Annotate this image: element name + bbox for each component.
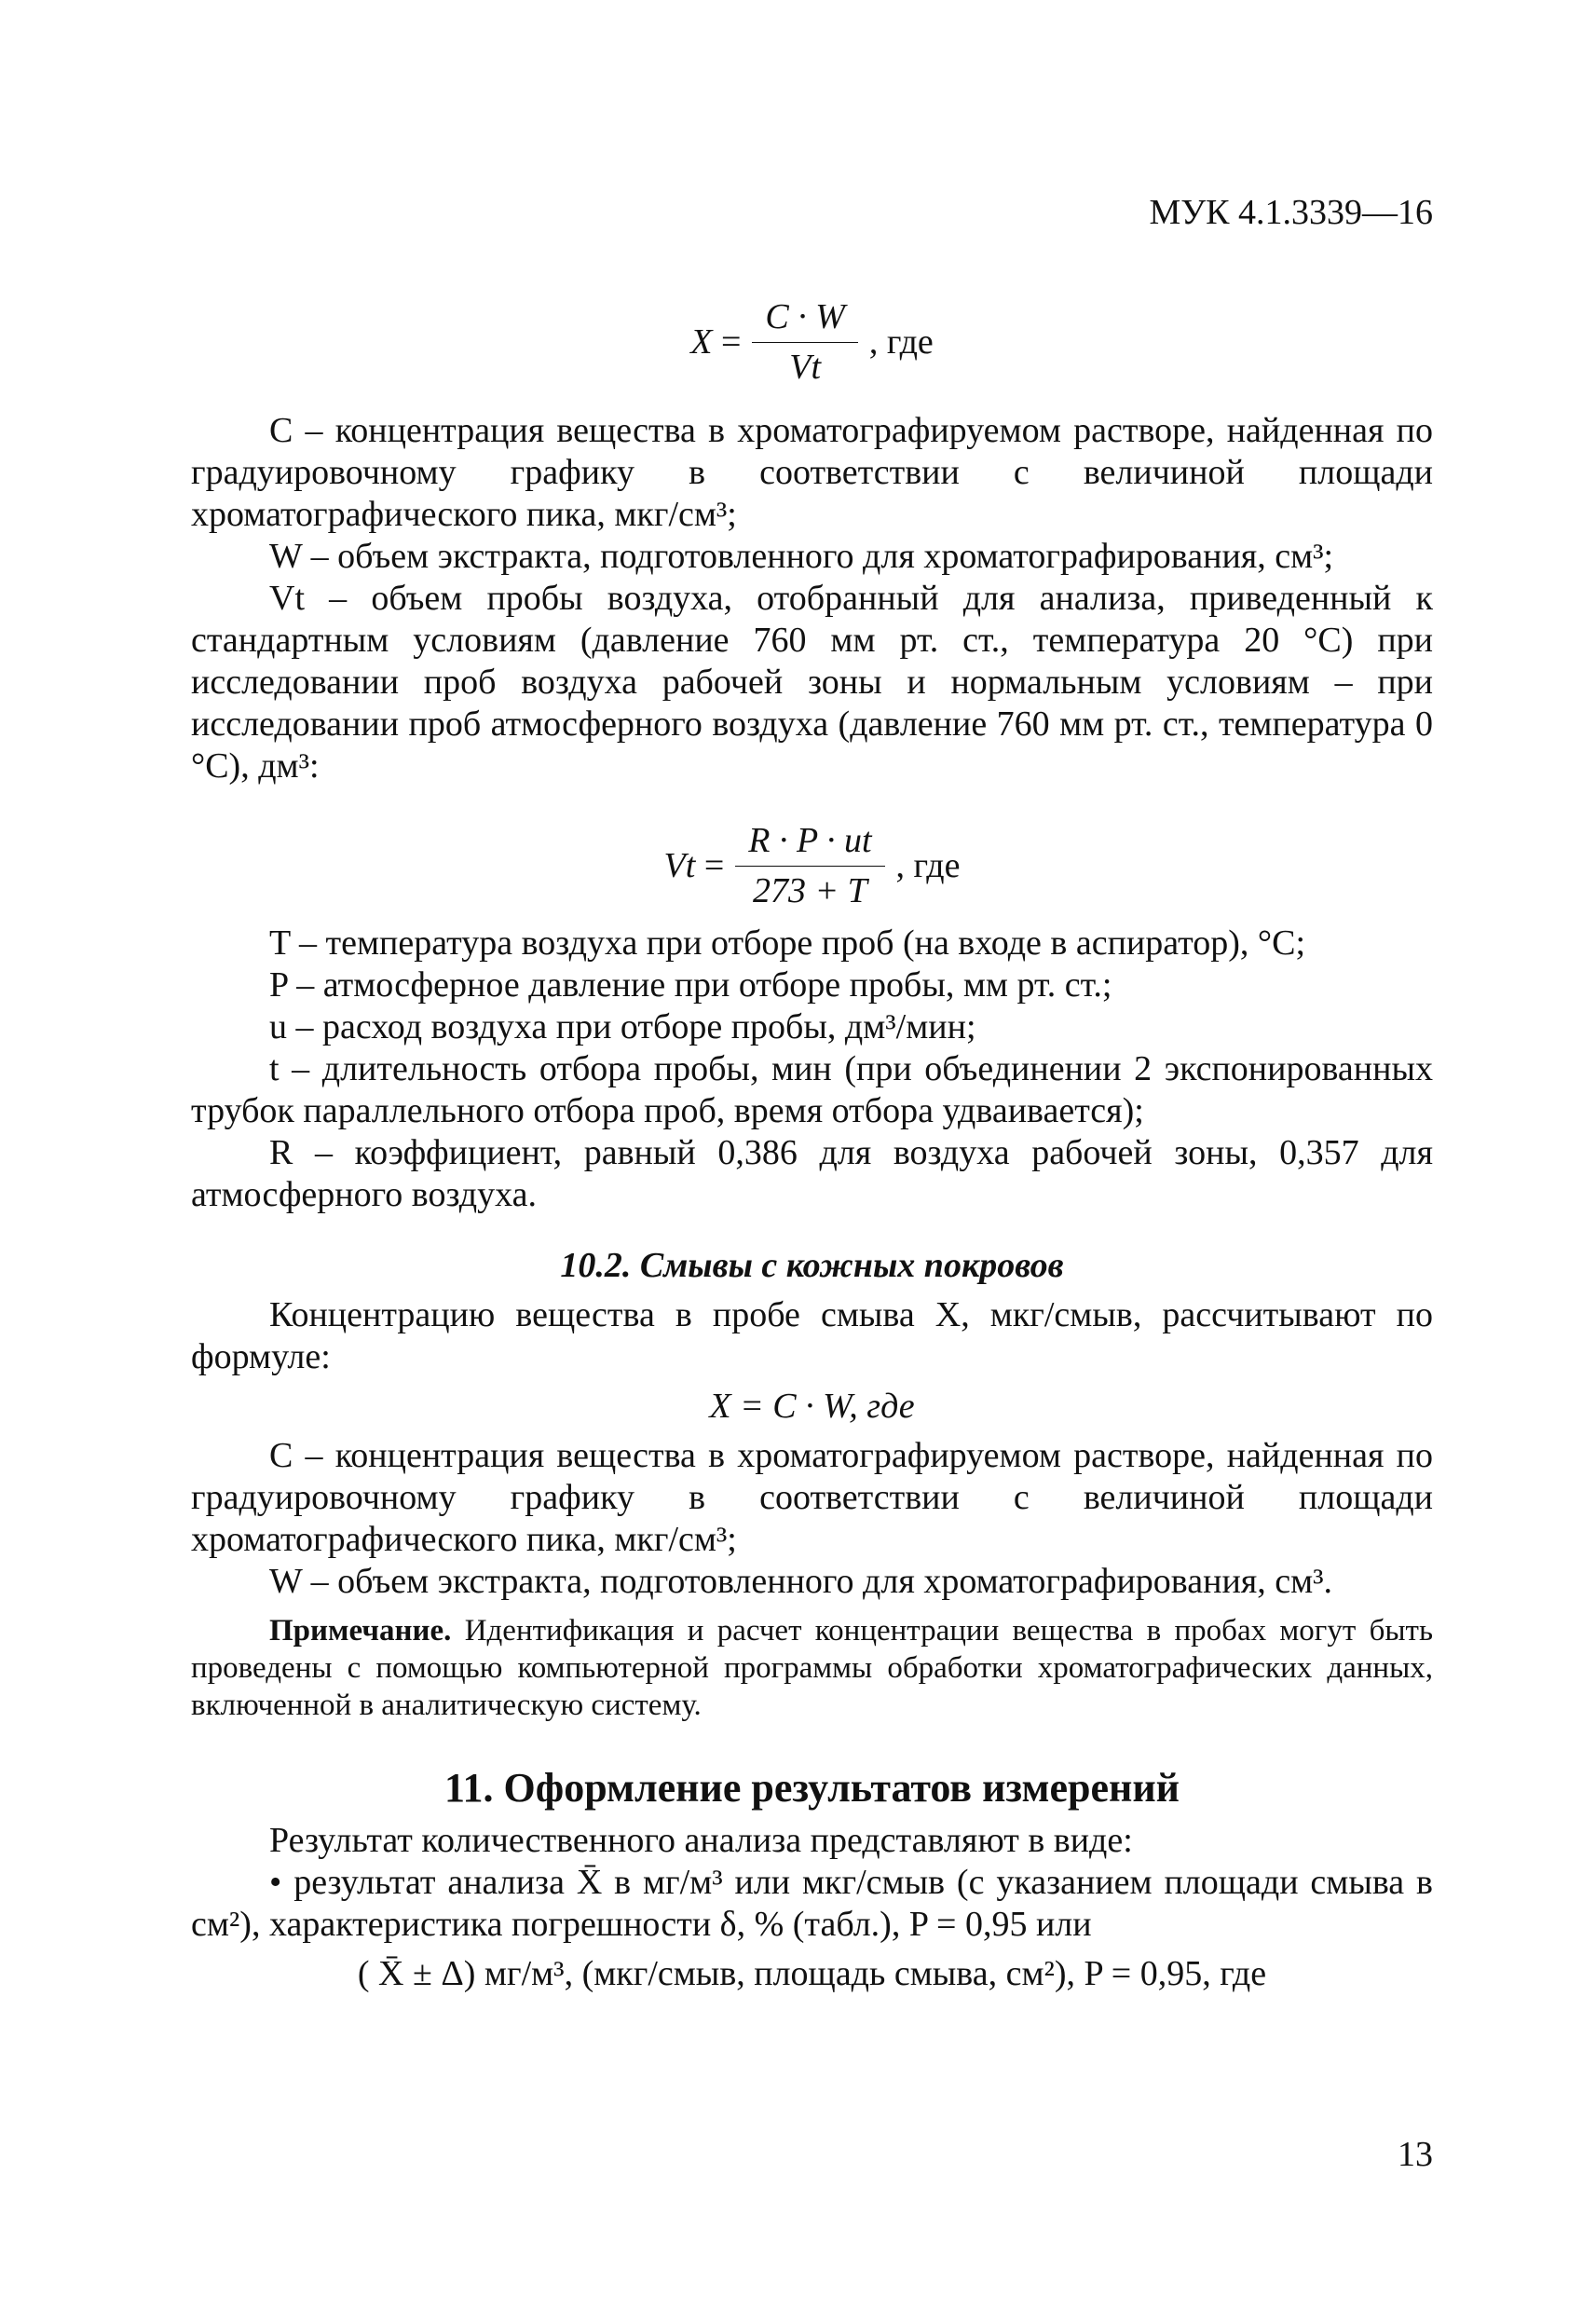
formula-suffix: , где <box>868 322 934 362</box>
definitions-block-2 <box>191 923 1433 1216</box>
formula-x-wash <box>191 1386 1433 1428</box>
definition-t-temp: T – температура воздуха при отборе проб (на входе в аспиратор), °С; <box>269 923 1306 963</box>
fraction <box>752 296 858 389</box>
definition-vt: Vt – объем пробы воздуха, отобранный для анализа, приведенный к стандартным условиям (давление 760 мм рт. ст., температура 20 °С) при исследовании проб воздуха рабочей зоны и нормальным условиям – при исследовании проб атмосферного воздуха (давление 760 мм рт. ст., температура 0 °С), дм³: <box>191 579 1433 786</box>
result-formula-text: ( X̄ ± Δ) мг/м³, (мкг/смыв, площадь смыва, см²), P = 0,95, где <box>357 1954 1267 1993</box>
definitions-block-1 <box>191 410 1433 787</box>
definition-u: u – расход воздуха при отборе пробы, дм³/мин; <box>269 1007 976 1046</box>
section-11 <box>191 1733 1433 1995</box>
definition-w: W – объем экстракта, подготовленного для хроматографирования, см³; <box>269 537 1334 576</box>
document-code: МУК 4.1.3339—16 <box>1149 193 1433 232</box>
formula-vt: Vt = $\frac{R \cdot P \cdot ut}{273 + T}$ , где <box>663 821 961 910</box>
note-text: Идентификация и расчет концентрации вещества в пробах могут быть проведены с помощью компьютерной программы обработки хроматографических данных, включенной в аналитическую систему. <box>191 1614 1433 1722</box>
fraction-numerator: C · W <box>752 296 858 343</box>
fraction-denominator: Vt <box>789 348 822 387</box>
subsection-title: 10.2. Смывы с кожных покровов <box>560 1246 1064 1285</box>
formula-suffix: , где <box>895 846 961 885</box>
result-formula <box>191 1953 1433 1995</box>
formula-text: X = C · W, где <box>709 1387 915 1426</box>
definition-c: C – концентрация вещества в хроматографируемом растворе, найденная по градуировочному графику в соответствии с величиной площади хроматографического пика, мкг/см³; <box>191 411 1433 534</box>
definition-r: R – коэффициент, равный 0,386 для воздуха рабочей зоны, 0,357 для атмосферного воздуха. <box>191 1133 1433 1214</box>
fraction-numerator: R · P · ut <box>735 820 884 867</box>
fraction-denominator: 273 + T <box>753 871 867 910</box>
section-intro: Результат количественного анализа представляют в виде: <box>269 1821 1133 1860</box>
page-number: 13 <box>1398 2135 1433 2174</box>
definition-w-wash: W – объем экстракта, подготовленного для хроматографирования, см³. <box>269 1562 1333 1601</box>
section-title: 11. Оформление результатов измерений <box>443 1765 1180 1811</box>
subsection-10-2 <box>191 1228 1433 1724</box>
subsection-intro: Концентрацию вещества в пробе смыва X, мкг/смыв, рассчитывают по формуле: <box>191 1295 1433 1376</box>
formula-lhs: X <box>690 322 713 362</box>
note <box>191 1612 1433 1724</box>
definition-c-wash: C – концентрация вещества в хроматографируемом растворе, найденная по градуировочному графику в соответствии с величиной площади хроматографического пика, мкг/см³; <box>191 1436 1433 1559</box>
definition-p: P – атмосферное давление при отборе пробы, мм рт. ст.; <box>269 965 1112 1005</box>
result-bullet: • результат анализа X̄ в мг/м³ или мкг/смыв (с указанием площади смыва в см²), характеристика погрешности δ, % (табл.), P = 0,95 или <box>191 1863 1433 1944</box>
fraction <box>735 820 884 912</box>
formula-x: X = $\frac{C \cdot W}{Vt}$ , где <box>690 297 934 387</box>
formula-lhs: Vt <box>663 846 696 885</box>
note-label: Примечание. <box>269 1614 452 1648</box>
definition-t-time: t – длительность отбора пробы, мин (при объединении 2 экспонированных трубок параллельного отбора проб, время отбора удваивается); <box>191 1049 1433 1130</box>
